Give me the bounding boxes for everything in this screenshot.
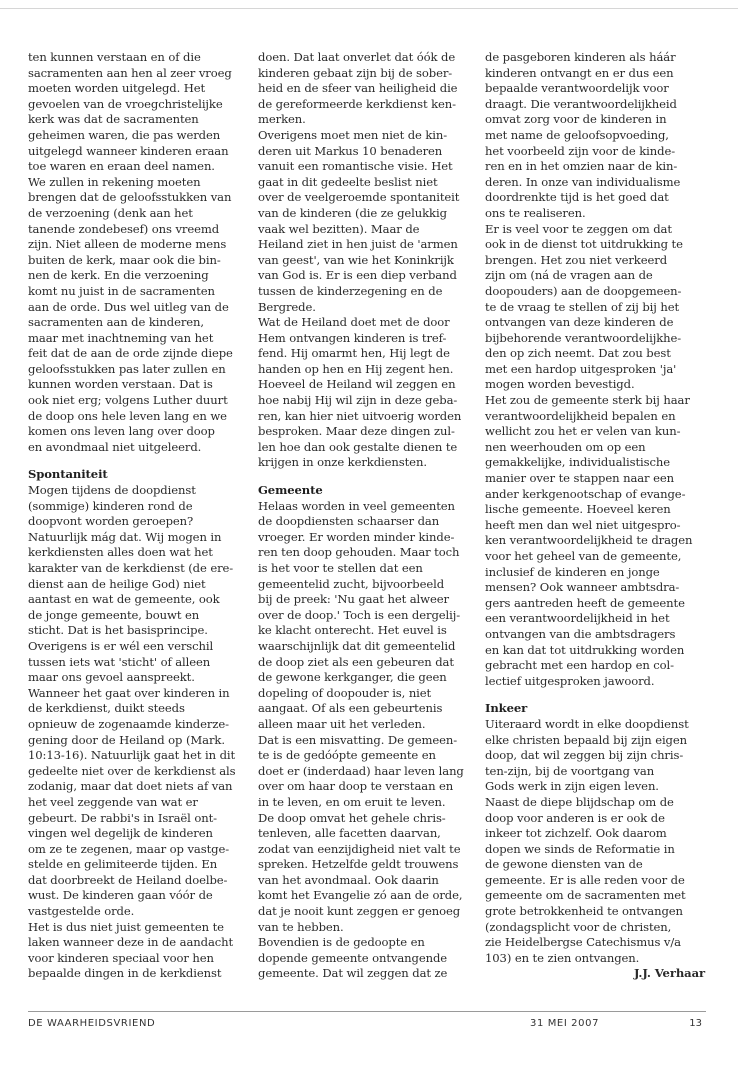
text-line: gemeente. Er is alle reden voor de bbox=[485, 872, 685, 887]
text-line: kerk was dat de sacramenten bbox=[28, 112, 199, 127]
author-signature: J.J. Verhaar bbox=[633, 966, 705, 981]
text-line: geheimen waren, die pas werden bbox=[28, 127, 221, 142]
text-line: moeten worden uitgelegd. Het bbox=[28, 81, 206, 96]
text-line: te is de gedóópte gemeente en bbox=[258, 748, 436, 763]
text-line: maar met inachtneming van het bbox=[28, 330, 214, 345]
text-line: krijgen in onze kerkdiensten. bbox=[258, 455, 427, 470]
text-line: aan de orde. Dus wel uitleg van de bbox=[28, 299, 229, 314]
text-line: ren ten doop gehouden. Maar toch bbox=[258, 545, 460, 560]
text-line: vingen wel degelijk de kinderen bbox=[28, 826, 213, 841]
text-line: omvat zorg voor de kinderen in bbox=[485, 112, 667, 127]
text-line: Wanneer het gaat over kinderen in bbox=[28, 685, 230, 700]
text-line: elke christen bepaald bij zijn eigen bbox=[485, 732, 688, 747]
text-line: bijbehorende verantwoordelijkhe- bbox=[485, 330, 682, 345]
text-line: doop voor anderen is er ook de bbox=[485, 810, 665, 825]
text-line: doet er (inderdaad) haar leven lang bbox=[258, 763, 464, 778]
text-line: ontvangen van die ambtsdragers bbox=[485, 626, 676, 641]
text-line: doopouders) aan de doopgemeen- bbox=[485, 283, 682, 298]
text-line: vaak wel bezitten). Maar de bbox=[258, 221, 420, 236]
text-line: de jonge gemeente, bouwt en bbox=[28, 607, 200, 622]
text-line: de doopdiensten schaarser dan bbox=[258, 514, 440, 529]
section-heading: Spontaniteit bbox=[28, 467, 108, 482]
text-line: sacramenten aan hen al zeer vroeg bbox=[28, 65, 232, 80]
paragraph bbox=[258, 498, 464, 982]
text-line: voor kinderen speciaal voor hen bbox=[28, 950, 214, 965]
text-line: len hoe dan ook gestalte dienen te bbox=[258, 439, 458, 454]
text-line: gevoelen van de vroegchristelijke bbox=[28, 96, 223, 111]
text-line: Hem ontvangen kinderen is tref- bbox=[258, 330, 447, 345]
text-line: ook niet erg; volgens Luther duurt bbox=[28, 393, 228, 408]
text-line: en avondmaal niet uitgeleerd. bbox=[28, 439, 202, 454]
text-line: kerkdiensten alles doen wat het bbox=[28, 545, 213, 560]
text-line: gers aantreden heeft de gemeente bbox=[485, 595, 685, 610]
text-line: merken. bbox=[258, 112, 306, 127]
text-line: ren en in het omzien naar de kin- bbox=[485, 159, 678, 174]
paragraph bbox=[258, 50, 462, 471]
text-line: (sommige) kinderen rond de bbox=[28, 498, 193, 513]
text-line: mensen? Ook wanneer ambtsdra- bbox=[485, 580, 680, 595]
text-line: tussen de kinderzegening en de bbox=[258, 283, 443, 298]
text-line: Natuurlijk mág dat. Wij mogen in bbox=[28, 529, 222, 544]
text-line: zijn om (ná de vragen aan de bbox=[485, 268, 653, 283]
text-line: Er is veel voor te zeggen om dat bbox=[485, 221, 672, 236]
text-line: gemeente om de sacramenten met bbox=[485, 888, 686, 903]
text-line: dat je nooit kunt zeggen er genoeg bbox=[258, 904, 461, 919]
text-line: de gewone diensten van de bbox=[485, 857, 643, 872]
text-line: lische gemeente. Hoeveel keren bbox=[485, 502, 671, 517]
text-line: gedeelte niet over de kerkdienst als bbox=[28, 763, 236, 778]
text-line: deren uit Markus 10 benaderen bbox=[258, 143, 443, 158]
text-line: mogen worden bevestigd. bbox=[485, 377, 635, 392]
text-line: 10:13-16). Natuurlijk gaat het in dit bbox=[28, 748, 236, 763]
text-line: Bergrede. bbox=[258, 299, 316, 314]
text-line: handen op hen en Hij zegent hen. bbox=[258, 361, 454, 376]
text-line: deren. In onze van individualisme bbox=[485, 174, 681, 189]
issue-date: 31 MEI 2007 bbox=[530, 1018, 600, 1029]
paragraph bbox=[28, 483, 234, 982]
text-line: ren, kan hier niet uitvoerig worden bbox=[258, 408, 462, 423]
text-line: We zullen in rekening moeten bbox=[28, 174, 201, 189]
text-line: de verzoening (denk aan het bbox=[28, 205, 193, 220]
text-line: met name de geloofsopvoeding, bbox=[485, 127, 669, 142]
text-line: over de veelgeroemde spontaniteit bbox=[258, 190, 460, 205]
text-line: gemakkelijke, individualistische bbox=[485, 455, 671, 470]
text-line: inclusief de kinderen en jonge bbox=[485, 564, 660, 579]
text-line: vroeger. Er worden minder kinde- bbox=[258, 529, 455, 544]
paragraph bbox=[485, 50, 705, 689]
text-line: komt het Evangelie zó aan de orde, bbox=[258, 888, 463, 903]
text-line: komen ons leven lang over doop bbox=[28, 424, 215, 439]
paragraph bbox=[28, 50, 234, 455]
text-line: doopvont worden geroepen? bbox=[28, 514, 194, 529]
text-line: gening door de Heiland op (Mark. bbox=[28, 732, 225, 747]
text-line: Overigens is er wél een verschil bbox=[28, 638, 214, 653]
text-line: gemeentelid zucht, bijvoorbeeld bbox=[258, 576, 445, 591]
publication-name: DE WAARHEIDSVRIEND bbox=[28, 1018, 156, 1029]
text-line: de pasgeboren kinderen als háár bbox=[485, 50, 676, 64]
text-line: dopende gemeente ontvangende bbox=[258, 950, 448, 965]
text-line: aangaat. Of als een gebeurtenis bbox=[258, 701, 443, 716]
text-line: doop, dat wil zeggen bij zijn chris- bbox=[485, 748, 684, 763]
text-line: laken wanneer deze in de aandacht bbox=[28, 935, 234, 950]
text-line: een verantwoordelijkheid in het bbox=[485, 611, 670, 626]
text-line: dienst aan de heilige God) niet bbox=[28, 576, 206, 591]
text-line: ten-zijn, bij de voortgang van bbox=[485, 763, 655, 778]
article-column-3 bbox=[485, 50, 705, 982]
text-line: bij de preek: 'Nu gaat het alweer bbox=[258, 592, 449, 607]
text-line: nen weerhouden om op een bbox=[485, 439, 646, 454]
text-line: is het voor te stellen dat een bbox=[258, 561, 423, 575]
top-rule bbox=[0, 8, 738, 9]
text-line: ke klacht onterecht. Het euvel is bbox=[258, 623, 447, 638]
text-line: Wat de Heiland doet met de door bbox=[258, 315, 450, 330]
section-heading: Gemeente bbox=[258, 483, 323, 498]
text-line: Uiteraard wordt in elke doopdienst bbox=[485, 716, 689, 731]
text-line: te de vraag te stellen of zij bij het bbox=[485, 299, 680, 314]
text-line: maar ons gevoel aanspreekt. bbox=[28, 670, 195, 685]
text-line: geloofsstukken pas later zullen en bbox=[28, 361, 226, 376]
text-line: voor het geheel van de gemeente, bbox=[485, 549, 682, 563]
page-number: 13 bbox=[689, 1018, 702, 1029]
paragraph bbox=[485, 717, 705, 967]
text-line: dopeling of doopouder is, niet bbox=[258, 685, 432, 700]
text-line: dopen we sinds de Reformatie in bbox=[485, 841, 675, 856]
text-line: uitgelegd wanneer kinderen eraan bbox=[28, 143, 229, 158]
text-line: ander kerkgenootschap of evange- bbox=[485, 486, 686, 501]
text-line: ten kunnen verstaan en of die bbox=[28, 50, 201, 64]
text-line: van het avondmaal. Ook daarin bbox=[258, 872, 439, 887]
text-line: ken verantwoordelijkheid te dragen bbox=[485, 533, 693, 548]
text-line: de doop ons hele leven lang en we bbox=[28, 408, 227, 423]
text-line: Naast de diepe blijdschap om de bbox=[485, 794, 674, 809]
text-line: dat doorbreekt de Heiland doelbe- bbox=[28, 872, 228, 887]
text-line: Hoeveel de Heiland wil zeggen en bbox=[258, 377, 456, 392]
text-line: van God is. Er is een diep verband bbox=[258, 268, 457, 283]
text-line: doen. Dat laat onverlet dat óók de bbox=[258, 50, 456, 64]
text-line: De doop omvat het gehele chris- bbox=[258, 810, 446, 825]
text-line: nen de kerk. En die verzoening bbox=[28, 268, 209, 283]
text-line: om ze te zegenen, maar op vastge- bbox=[28, 841, 230, 856]
text-line: zijn. Niet alleen de moderne mens bbox=[28, 237, 227, 252]
text-line: brengen dat de geloofsstukken van bbox=[28, 190, 232, 205]
article-column-2 bbox=[258, 50, 464, 982]
text-line: Gods werk in zijn eigen leven. bbox=[485, 779, 659, 794]
text-line: brengen. Het zou niet verkeerd bbox=[485, 252, 668, 267]
text-line: de gewone kerkganger, die geen bbox=[258, 670, 447, 685]
text-line: den op zich neemt. Dat zou best bbox=[485, 346, 671, 361]
text-line: draagt. Die verantwoordelijkheid bbox=[485, 96, 677, 111]
text-line: besproken. Maar deze dingen zul- bbox=[258, 424, 455, 439]
text-line: ons te realiseren. bbox=[485, 205, 586, 220]
text-line: bepaalde dingen in de kerkdienst bbox=[28, 966, 222, 981]
text-line: gebracht met een hardop en col- bbox=[485, 658, 674, 673]
text-line: Mogen tijdens de doopdienst bbox=[28, 483, 196, 498]
text-line: bepaalde verantwoordelijk voor bbox=[485, 81, 669, 96]
text-line: opnieuw de zogenaamde kinderze- bbox=[28, 716, 229, 731]
text-line: heeft men dan wel niet uitgespro- bbox=[485, 517, 681, 532]
text-line: ook in de dienst tot uitdrukking te bbox=[485, 237, 683, 252]
text-line: Heiland ziet in hen juist de 'armen bbox=[258, 237, 458, 252]
text-line: over om haar doop te verstaan en bbox=[258, 779, 454, 794]
text-line: vastgestelde orde. bbox=[28, 904, 135, 919]
text-line: het voorbeeld zijn voor de kinde- bbox=[485, 143, 676, 158]
text-line: tanende zondebesef) ons vreemd bbox=[28, 221, 220, 236]
text-line: tussen iets wat 'sticht' of alleen bbox=[28, 654, 211, 669]
article-column-1 bbox=[28, 50, 234, 982]
text-line: waarschijnlijk dat dit gemeentelid bbox=[258, 638, 456, 653]
text-line: de doop ziet als een gebeuren dat bbox=[258, 654, 454, 669]
text-line: gebeurt. De rabbi's in Israël ont- bbox=[28, 810, 217, 825]
text-line: verantwoordelijkheid bepalen en bbox=[485, 408, 676, 423]
text-line: manier over te stappen naar een bbox=[485, 471, 674, 486]
text-line: hoe nabij Hij wil zijn in deze geba- bbox=[258, 393, 458, 408]
text-line: Het is dus niet juist gemeenten te bbox=[28, 919, 224, 934]
text-line: en kan dat tot uitdrukking worden bbox=[485, 642, 685, 657]
text-line: de kerkdienst, duikt steeds bbox=[28, 701, 185, 716]
text-line: alleen maar uit het verleden. bbox=[258, 716, 426, 731]
footer-rule bbox=[28, 1011, 706, 1012]
text-line: tenleven, alle facetten daarvan, bbox=[258, 826, 441, 841]
text-line: van de kinderen (die ze gelukkig bbox=[258, 205, 447, 220]
text-line: zodat van eenzijdigheid niet valt te bbox=[258, 841, 461, 856]
text-line: aantast en wat de gemeente, ook bbox=[28, 592, 220, 607]
text-line: Helaas worden in veel gemeenten bbox=[258, 498, 455, 513]
text-line: feit dat de aan de orde zijnde diepe bbox=[28, 346, 233, 361]
text-line: (zondagsplicht voor de christen, bbox=[485, 919, 672, 934]
text-line: sticht. Dat is het basisprincipe. bbox=[28, 623, 208, 638]
text-line: gemeente. Dat wil zeggen dat ze bbox=[258, 966, 448, 981]
text-line: buiten de kerk, maar ook die bin- bbox=[28, 252, 221, 267]
text-line: van te hebben. bbox=[258, 919, 344, 934]
text-line: komt nu juist in de sacramenten bbox=[28, 283, 215, 298]
text-line: het veel zeggende van wat er bbox=[28, 794, 198, 809]
text-line: ontvangen van deze kinderen de bbox=[485, 315, 674, 330]
text-line: lectief uitgesproken jawoord. bbox=[485, 673, 655, 688]
text-line: grote betrokkenheid te ontvangen bbox=[485, 904, 683, 919]
text-line: Bovendien is de gedoopte en bbox=[258, 935, 425, 950]
text-line: Dat is een misvatting. De gemeen- bbox=[258, 732, 458, 747]
text-line: doordrenkte tijd is het goed dat bbox=[485, 190, 669, 205]
text-line: in te leven, en om eruit te leven. bbox=[258, 794, 446, 809]
text-line: zie Heidelbergse Catechismus v/a bbox=[485, 935, 681, 950]
text-line: de gereformeerde kerkdienst ken- bbox=[258, 96, 456, 111]
text-line: wellicht zou het er velen van kun- bbox=[485, 424, 681, 439]
text-line: stelde en gelimiteerde tijden. En bbox=[28, 857, 218, 872]
text-line: spreken. Hetzelfde geldt trouwens bbox=[258, 857, 459, 872]
text-line: sacramenten aan de kinderen, bbox=[28, 315, 204, 330]
text-line: gaat in dit gedeelte beslist niet bbox=[258, 174, 438, 189]
text-line: vanuit een romantische visie. Het bbox=[258, 159, 453, 174]
text-line: inkeer tot zichzelf. Ook daarom bbox=[485, 826, 667, 841]
text-line: karakter van de kerkdienst (de ere- bbox=[28, 561, 234, 575]
text-line: kunnen worden verstaan. Dat is bbox=[28, 377, 213, 392]
section-heading: Inkeer bbox=[485, 701, 528, 716]
text-line: Overigens moet men niet de kin- bbox=[258, 127, 448, 142]
text-line: toe waren en eraan deel namen. bbox=[28, 159, 215, 174]
text-line: wust. De kinderen gaan vóór de bbox=[28, 888, 213, 903]
text-line: fend. Hij omarmt hen, Hij legt de bbox=[258, 346, 450, 361]
text-line: Het zou de gemeente sterk bij haar bbox=[485, 393, 690, 408]
text-line: van geest', van wie het Koninkrijk bbox=[258, 252, 454, 267]
text-line: kinderen gebaat zijn bij de sober- bbox=[258, 65, 453, 80]
text-line: over de doop.' Toch is een dergelij- bbox=[258, 607, 461, 622]
text-line: kinderen ontvangt en er dus een bbox=[485, 65, 674, 80]
text-line: zodanig, maar dat doet niets af van bbox=[28, 779, 233, 794]
text-line: 103) en te zien ontvangen. bbox=[485, 950, 640, 965]
text-line: met een hardop uitgesproken 'ja' bbox=[485, 361, 677, 376]
text-line: heid en de sfeer van heiligheid die bbox=[258, 81, 458, 96]
